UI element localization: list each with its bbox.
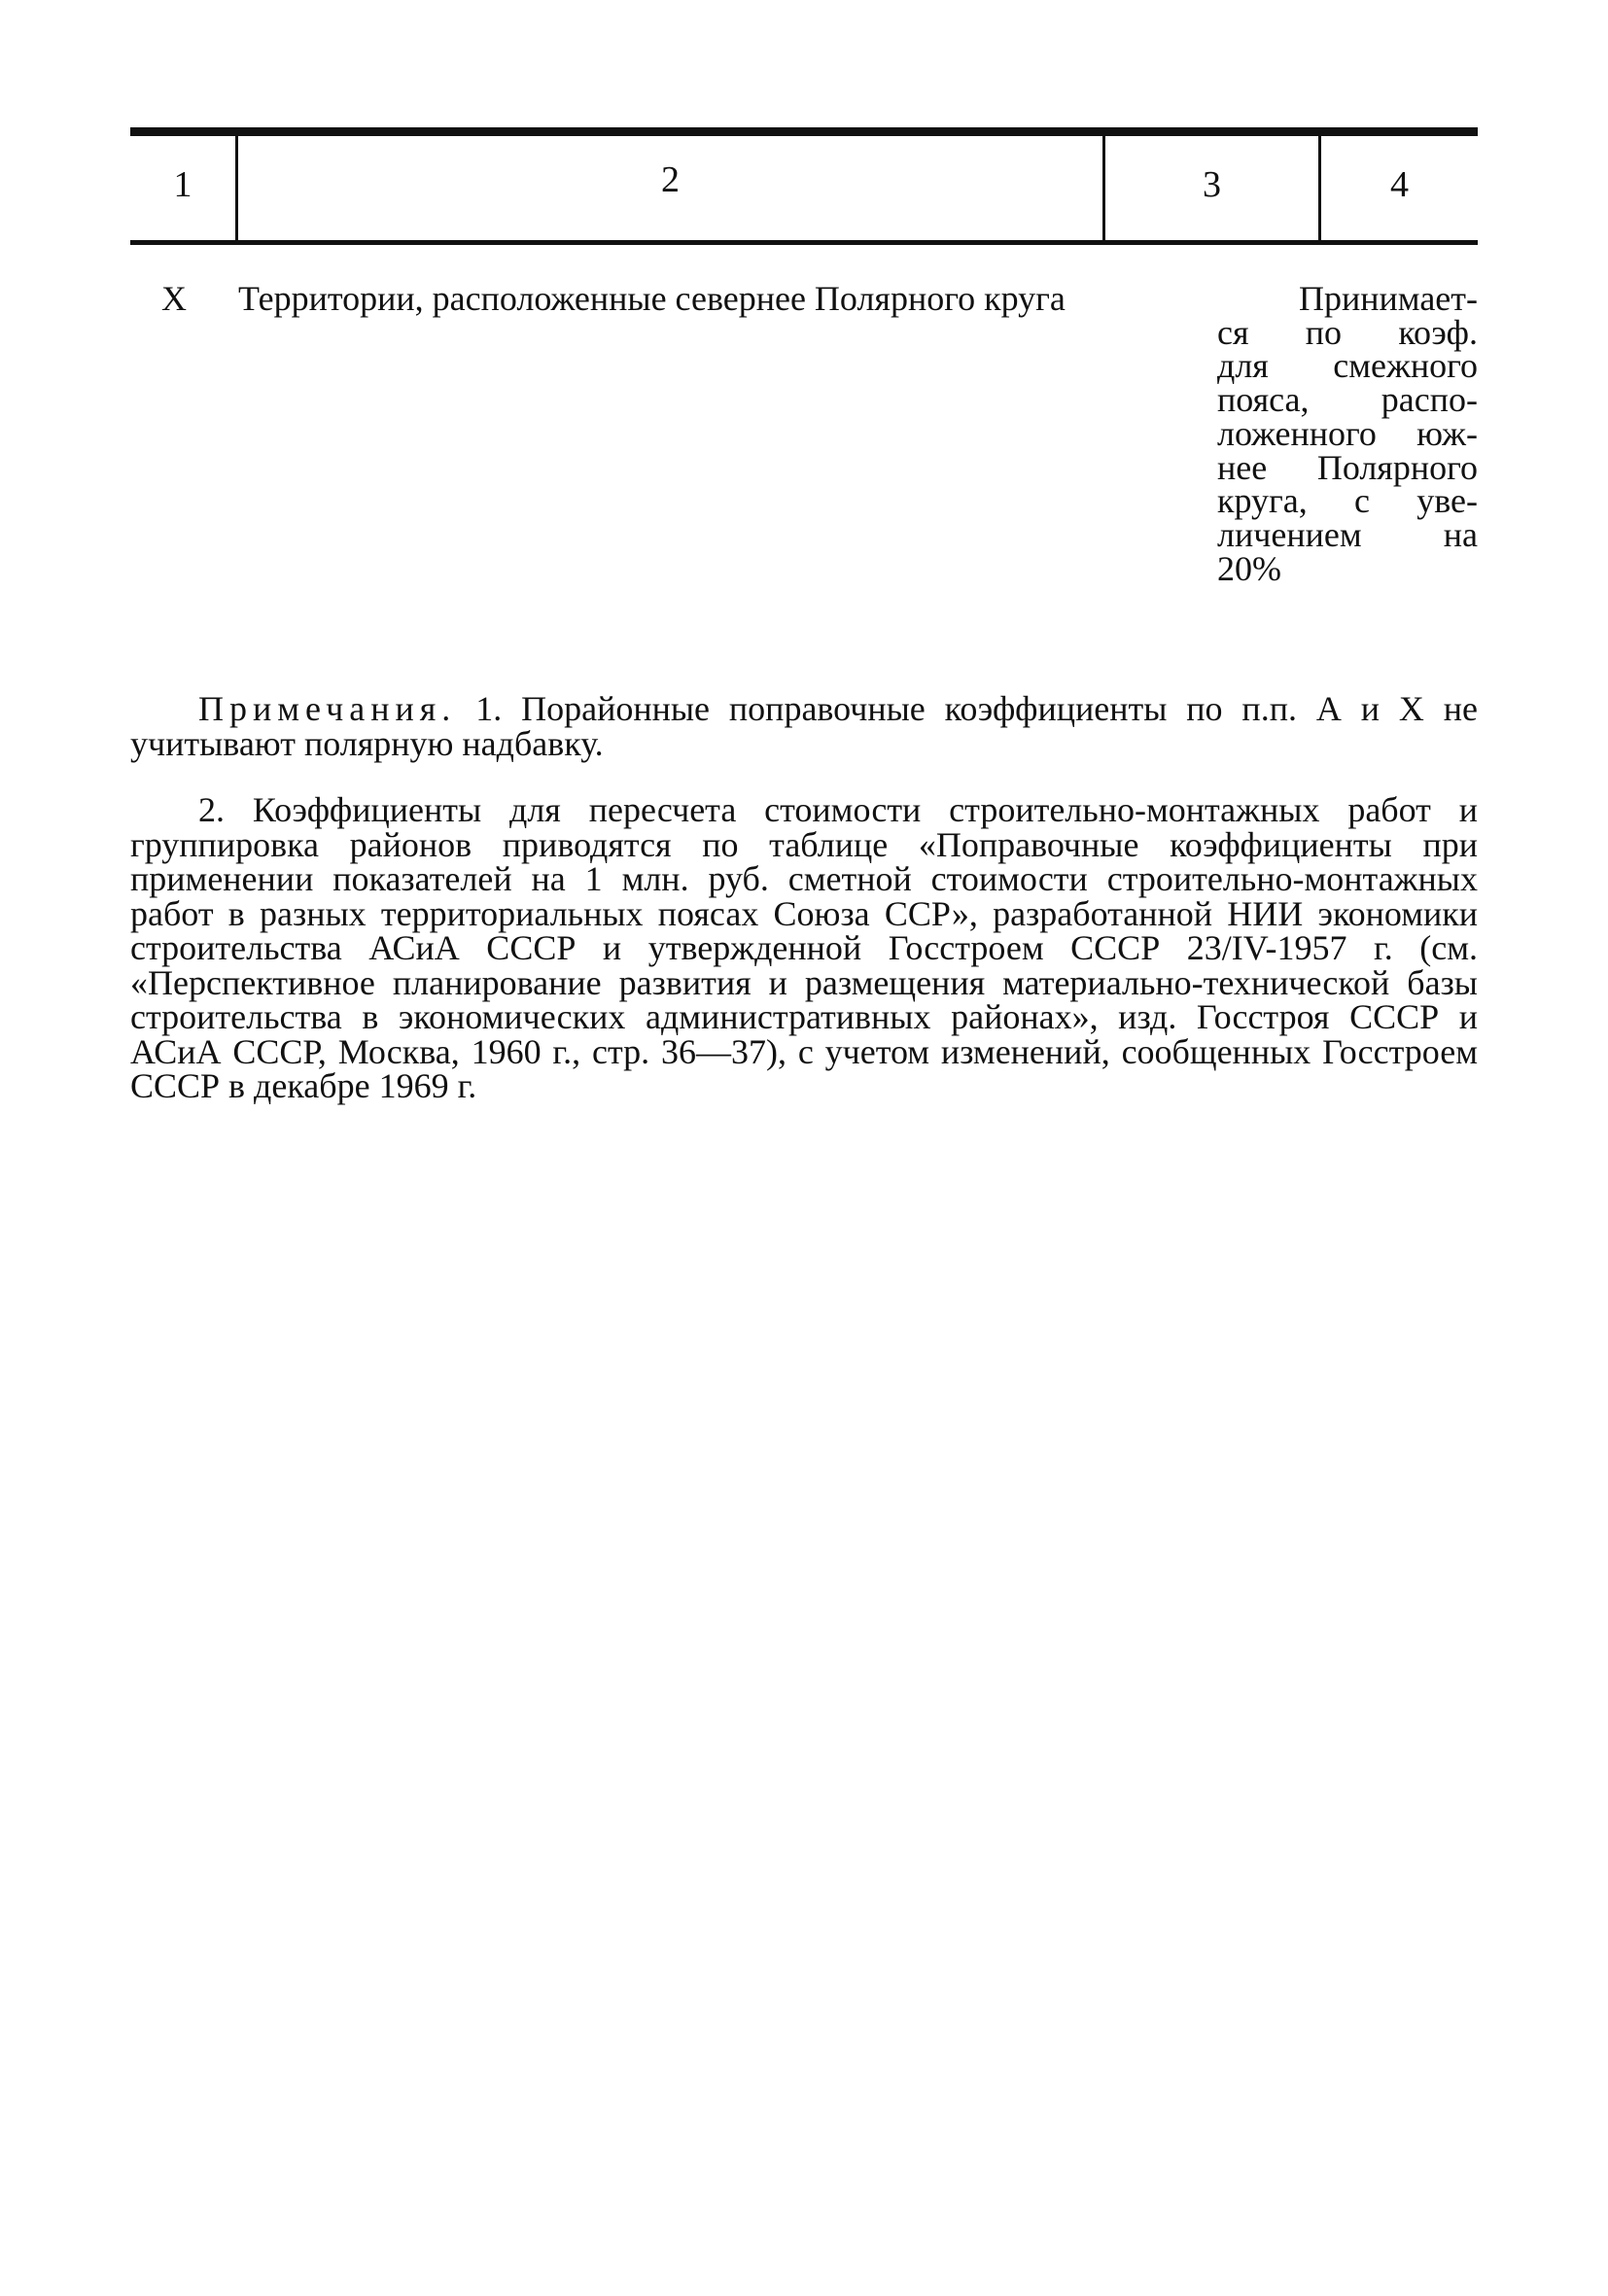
note-line: Принимает- xyxy=(1298,279,1478,318)
note-line: пояса, распо- xyxy=(1217,380,1478,420)
row-coefficient-note xyxy=(1217,279,1478,588)
column-header-1: 1 xyxy=(173,164,192,205)
note-1-block xyxy=(130,689,1479,763)
notes-heading: Примечания. xyxy=(198,689,457,728)
note-line: ся по коэф. xyxy=(1217,312,1478,352)
column-header-2: 2 xyxy=(661,159,680,200)
table-header-rule xyxy=(130,240,1478,245)
note-line: ложенного юж- xyxy=(1217,413,1478,453)
note-line: 20% xyxy=(1217,548,1281,588)
note-line: для смежного xyxy=(1217,346,1478,386)
note-2-text: 2. Коэффициенты для пересчета стоимости строительно-монтажных работ и группировка районов приводятся по таблице «Поправочные коэффициенты при применении показателей на 1 млн. руб. сметной стоимости строительно-монтажных работ в разных территориальных поясах Союза ССР», разработанной НИИ экономики строительства АСиА СССР и утвержденной Госстроем СССР 23/IV-1957 г. (см. «Перспективное планирование развития и размещения материально-технической базы строительства в экономических административных районах», изд. Госстроя СССР и АСиА СССР, Москва, 1960 г., стр. 36—37), с учетом изменений, сообщенных Госстроем СССР в декабре 1969 г. xyxy=(130,790,1478,1105)
column-header-3: 3 xyxy=(1203,164,1221,205)
column-header-4: 4 xyxy=(1390,164,1409,205)
note-line: круга, с уве- xyxy=(1217,481,1478,521)
note-line: нее Полярного xyxy=(1217,447,1478,487)
row-label: X xyxy=(161,279,187,318)
note-line: личением на xyxy=(1217,514,1478,554)
note-2-block xyxy=(130,790,1478,1105)
row-description: Территории, расположенные севернее Полярного круга xyxy=(238,279,1066,318)
table-top-rule xyxy=(130,127,1478,136)
note-1-text: 1. Порайонные поправочные коэффициенты по п.п. А и X не учитывают полярную надбавку. xyxy=(130,689,1479,763)
